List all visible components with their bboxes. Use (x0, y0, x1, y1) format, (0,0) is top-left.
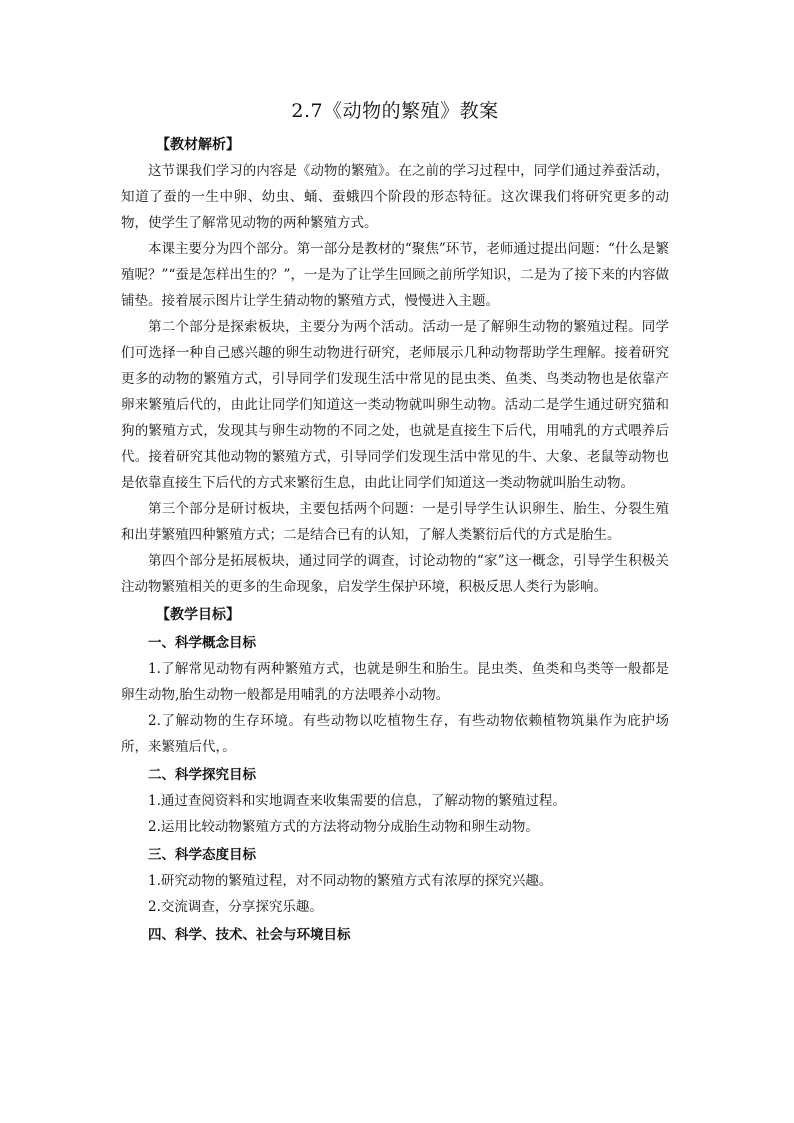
goal-item: 1.研究动物的繁殖过程，对不同动物的繁殖方式有浓厚的探究兴趣。 (148, 873, 553, 889)
analysis-paragraph: 第三个部分是研讨板块，主要包括两个问题：一是引导学生认识卵生、胎生、分裂生殖和出芽繁殖四种繁殖方式；二是结合已有的认知，了解人类繁衍后代的方式是胎生。 (121, 501, 669, 543)
goal-item: 2.了解动物的生存环境。有些动物以吃植物生存，有些动物依赖植物筑巢作为庇护场所，来繁殖后代，。 (121, 713, 669, 755)
goal-section-title: 一、科学概念目标 (148, 635, 256, 651)
goal-item: 1.了解常见动物有两种繁殖方式，也就是卵生和胎生。昆虫类、鱼类和鸟类等一般都是卵生动物,胎生动物一般都是用哺乳的方法喂养小动物。 (121, 661, 669, 703)
document-title: 2.7《动物的繁殖》教案 (291, 100, 499, 122)
goal-item: 2.交流调查，分享探究乐趣。 (148, 899, 323, 915)
goal-section-title: 二、科学探究目标 (148, 767, 256, 783)
analysis-paragraph: 这节课我们学习的内容是《动物的繁殖》。在之前的学习过程中，同学们通过养蚕活动，知道了蚕的一生中卵、幼虫、蛹、蚕蛾四个阶段的形态特征。这次课我们将研究更多的动物，使学生了解常见动物的两种繁殖方式。 (121, 163, 669, 231)
analysis-paragraph: 本课主要分为四个部分。第一部分是教材的“聚焦”环节，老师通过提出问题：“什么是繁殖呢？”“蚕是怎样出生的？”，一是为了让学生回顾之前所学知识，二是为了接下来的内容做铺垫。接着展示图片让学生猜动物的繁殖方式，慢慢进入主题。 (121, 241, 669, 309)
goal-item: 2.运用比较动物繁殖方式的方法将动物分成胎生动物和卵生动物。 (148, 819, 539, 835)
goals-heading: 【教学目标】 (156, 607, 240, 623)
document-page (121, 98, 669, 948)
analysis-paragraph: 第四个部分是拓展板块，通过同学的调查，讨论动物的“家”这一概念，引导学生积极关注动物繁殖相关的更多的生命现象，启发学生保护环境，积极反思人类行为影响。 (121, 553, 669, 595)
analysis-heading: 【教材解析】 (156, 137, 240, 153)
goal-item: 1.通过查阅资料和实地调查来收集需要的信息，了解动物的繁殖过程。 (148, 793, 566, 809)
analysis-paragraph: 第二个部分是探索板块，主要分为两个活动。活动一是了解卵生动物的繁殖过程。同学们可选择一种自己感兴趣的卵生动物进行研究，老师展示几种动物帮助学生理解。接着研究更多的动物的繁殖方式，引导同学们发现生活中常见的昆虫类、鱼类、鸟类动物也是依靠产卵来繁殖后代的，由此让同学们知道这一类动物就叫卵生动物。活动二是学生通过研究猫和狗的繁殖方式，发现其与卵生动物的不同之处，也就是直接生下后代，用哺乳的方式喂养后代。接着研究其他动物的繁殖方式，引导同学们发现生活中常见的牛、大象、老鼠等动物也是依靠直接生下后代的方式来繁衍生息，由此让同学们知道这一类动物就叫胎生动物。 (121, 319, 669, 491)
goal-section-title: 三、科学态度目标 (148, 847, 256, 863)
goal-section-title: 四、科学、技术、社会与环境目标 (148, 927, 351, 943)
